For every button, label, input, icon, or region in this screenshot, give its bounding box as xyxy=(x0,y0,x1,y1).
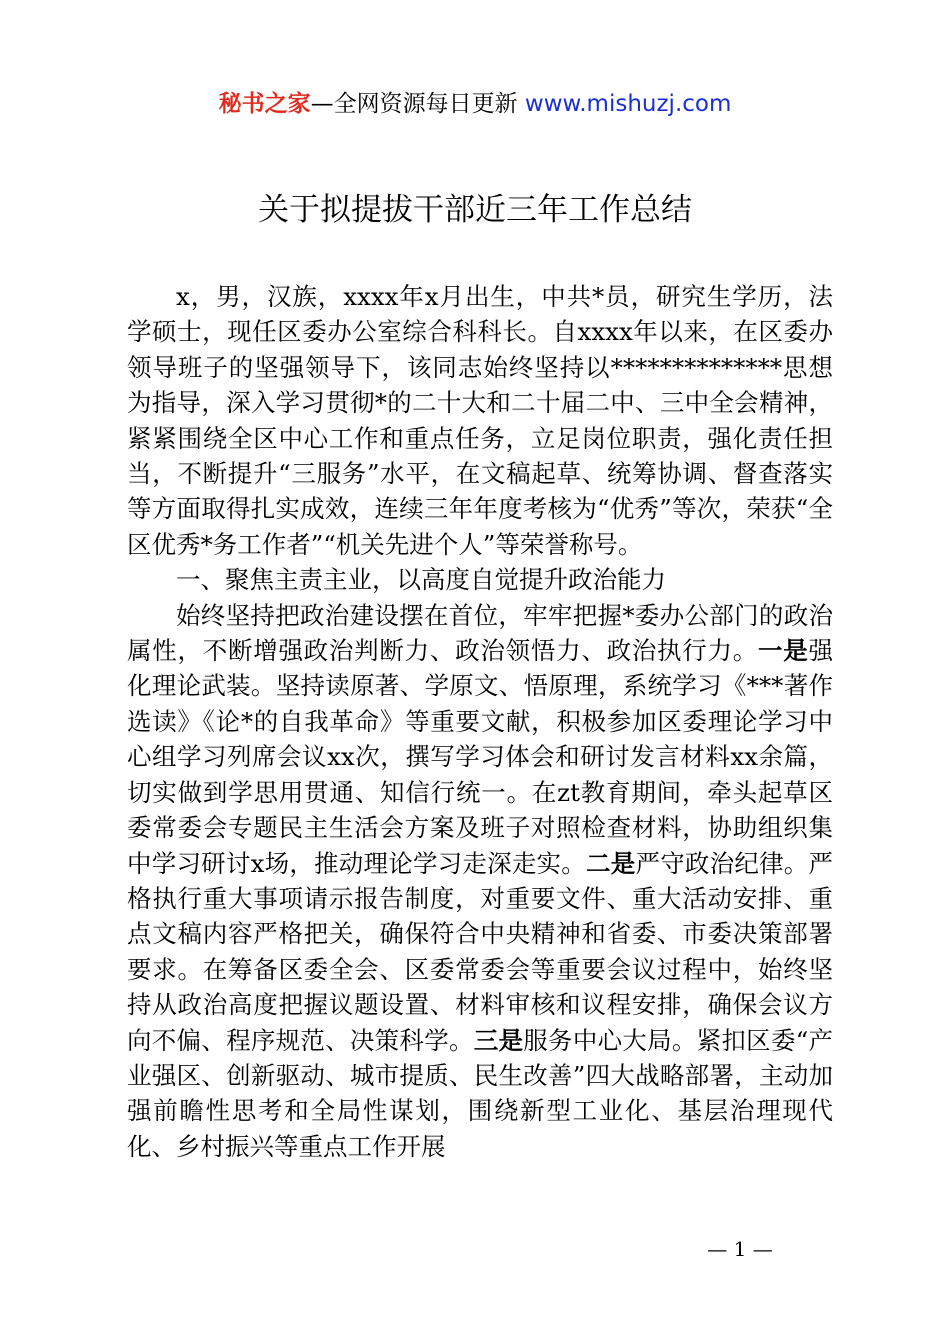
section-lead-text: 始终坚持把政治建设摆在首位，牢牢把握*委办公部门的政治属性，不断增强政治判断力、政治领悟力、政治执行力。 xyxy=(127,600,833,666)
point-marker: 二是 xyxy=(586,848,636,878)
section-heading: 一、聚焦主责主业，以高度自觉提升政治能力 xyxy=(176,565,666,595)
point-text: 严守政治纪律。严格执行重大事项请示报告制度，对重要文件、重大活动安排、重点文稿内容严格把关，确保符合中央精神和省委、市委决策部署要求。在筹备区委全会、区委常委会等重要会议过程中，始终坚持从政治高度把握议题设置、材料审核和议程安排，确保会议方向不偏、程序规范、决策科学。 xyxy=(127,848,834,1055)
document-body xyxy=(127,279,833,1164)
site-banner xyxy=(0,86,950,122)
point-text: 强化理论武装。坚持读原著、学原文、悟原理，系统学习《***著作选读》《论*的自我革命》等重要文献，积极参加区委理论学习中心组学习列席会议xx次，撰写学习体会和研讨发言材料xx余篇，切实做到学思用贯通、知信行统一。在zt教育期间，牵头起草区委常委会专题民主生活会方案及班子对照检查材料，协助组织集中学习研讨x场，推动理论学习走深走实。 xyxy=(127,636,834,878)
intro-paragraph: x，男，汉族，xxxx年x月出生，中共*员，研究生学历，法学硕士，现任区委办公室综合科科长。自xxxx年以来，在区委办领导班子的坚强领导下，该同志始终坚持以**************思想为指导，深入学习贯彻*的二十大和二十届二中、三中全会精神，紧紧围绕全区中心工作和重点任务，立足岗位职责，强化责任担当，不断提升“三服务”水平，在文稿起草、统筹协调、督查落实等方面取得扎实成效，连续三年年度考核为“优秀”等次，荣获“全区优秀*务工作者”“机关先进个人”等荣誉称号。 xyxy=(127,282,833,559)
section-paragraph xyxy=(127,598,833,1165)
page-number: — 1 — xyxy=(707,1237,773,1261)
brand-name: 秘书之家 xyxy=(218,91,311,117)
point-text: 服务中心大局。紧扣区委“产业强区、创新驱动、城市提质、民生改善”四大战略部署，主动加强前瞻性思考和全局性谋划，围绕新型工业化、基层治理现代化、乡村振兴等重点工作开展 xyxy=(127,1025,834,1161)
banner-slogan: —全网资源每日更新 xyxy=(310,91,525,117)
point-marker: 三是 xyxy=(473,1025,524,1055)
point-marker: 一是 xyxy=(758,636,809,666)
document-title: 关于拟提拔干部近三年工作总结 xyxy=(258,192,692,228)
site-url-link[interactable]: www.mishuzj.com xyxy=(524,91,732,117)
